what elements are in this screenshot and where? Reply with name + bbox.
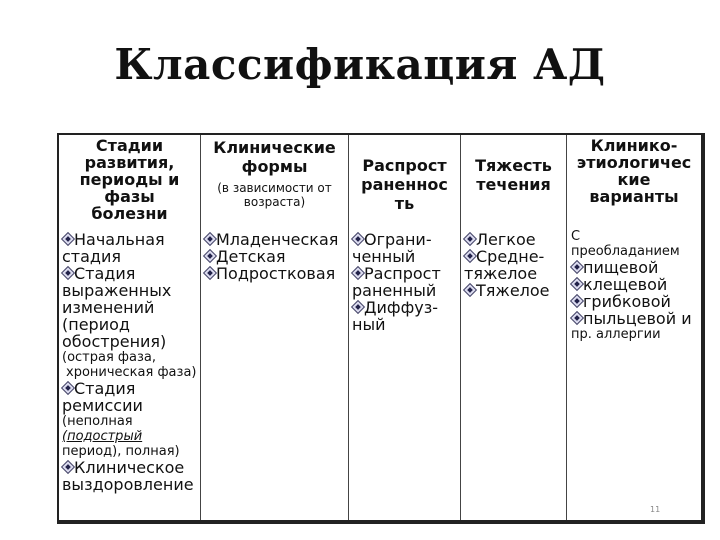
list-item xyxy=(352,316,460,333)
header-line: болезни xyxy=(91,204,168,223)
line-text: Диффуз- xyxy=(364,298,439,317)
diamond-bullet-icon xyxy=(62,267,73,278)
list-item xyxy=(352,248,460,265)
list-item xyxy=(62,476,200,493)
slide-number: 11 xyxy=(650,505,661,514)
note-line xyxy=(62,444,200,459)
list-item xyxy=(62,333,200,350)
column-clinical-forms xyxy=(201,135,349,520)
list-item xyxy=(62,231,200,248)
line-text: Тяжелое xyxy=(476,281,550,300)
header-line: Стадии xyxy=(95,136,164,155)
line-text: ный xyxy=(352,315,386,334)
line-text: стадия xyxy=(62,247,122,266)
diamond-bullet-icon xyxy=(204,250,215,261)
line-text: Стадия xyxy=(74,379,136,398)
note-line xyxy=(62,365,200,380)
line-text: Детская xyxy=(216,247,286,266)
line-text: Клиническое xyxy=(74,458,185,477)
line-text: период), полная) xyxy=(62,444,180,459)
header-line: раненнос xyxy=(361,175,448,194)
line-text: выздоровление xyxy=(62,475,194,494)
column-header xyxy=(59,137,200,222)
line-text: выраженных xyxy=(62,281,172,300)
note-line xyxy=(571,244,701,259)
diamond-bullet-icon xyxy=(571,295,582,306)
list-item xyxy=(571,276,701,293)
column-header xyxy=(349,156,460,213)
line-text: обострения) xyxy=(62,332,167,351)
diamond-bullet-icon xyxy=(204,233,215,244)
list-item xyxy=(352,265,460,282)
line-text: пищевой xyxy=(583,258,659,277)
diamond-bullet-icon xyxy=(464,284,475,295)
diamond-bullet-icon xyxy=(464,233,475,244)
list-item xyxy=(464,231,566,248)
slide-title: Классификация АД xyxy=(114,40,606,89)
header-line: ть xyxy=(394,194,415,213)
classification-table xyxy=(57,133,705,524)
list-item xyxy=(62,248,200,265)
diamond-bullet-icon xyxy=(62,233,73,244)
list-item xyxy=(62,265,200,282)
header-note: (в зависимости от xyxy=(217,181,332,195)
line-text: изменений xyxy=(62,298,155,317)
list-item xyxy=(571,259,701,276)
line-text: Легкое xyxy=(476,230,536,249)
list-item xyxy=(62,397,200,414)
line-text: С xyxy=(571,229,581,244)
line-text: раненный xyxy=(352,281,437,300)
list-item xyxy=(204,248,348,265)
line-text: Распрост xyxy=(364,264,441,283)
list-item xyxy=(62,380,200,397)
line-text: (острая фаза, xyxy=(62,350,157,365)
diamond-bullet-icon xyxy=(352,233,363,244)
list-item xyxy=(62,299,200,316)
diamond-bullet-icon xyxy=(62,382,73,393)
note-line xyxy=(571,327,701,342)
note-line xyxy=(62,350,200,365)
header-line: Тяжесть xyxy=(475,156,552,175)
list-item xyxy=(62,282,200,299)
list-item xyxy=(352,299,460,316)
diamond-bullet-icon xyxy=(571,312,582,323)
line-text: клещевой xyxy=(583,275,668,294)
header-line: развития, xyxy=(84,153,175,172)
line-text: Начальная xyxy=(74,230,165,249)
header-line: варианты xyxy=(589,187,679,206)
list-item xyxy=(571,310,701,327)
column-body xyxy=(464,231,566,299)
header-line: периоды и xyxy=(79,170,180,189)
line-text: ченный xyxy=(352,247,416,266)
line-text: пр. аллергии xyxy=(571,327,661,342)
header-line: Распрост xyxy=(362,156,447,175)
column-severity xyxy=(461,135,567,520)
diamond-bullet-icon xyxy=(204,267,215,278)
column-body xyxy=(204,231,348,282)
note-line xyxy=(571,229,701,244)
header-line: кие xyxy=(617,170,651,189)
line-text: (неполная xyxy=(62,414,133,429)
diamond-bullet-icon xyxy=(352,301,363,312)
line-text: Младенческая xyxy=(216,230,339,249)
column-body xyxy=(352,231,460,333)
list-item xyxy=(352,282,460,299)
list-item xyxy=(464,248,566,265)
line-text: Стадия xyxy=(74,264,136,283)
header-line: течения xyxy=(476,175,551,194)
line-text: преобладанием xyxy=(571,244,680,259)
list-item xyxy=(62,316,200,333)
line-text: Ограни- xyxy=(364,230,432,249)
list-item xyxy=(464,265,566,282)
column-header xyxy=(201,138,348,209)
line-text: ремиссии xyxy=(62,396,143,415)
header-line: Клинические xyxy=(213,138,336,157)
line-text: Подростковая xyxy=(216,264,336,283)
column-body xyxy=(62,231,200,493)
line-text: (подострый xyxy=(62,429,143,444)
header-line: Клинико- xyxy=(590,136,678,155)
diamond-bullet-icon xyxy=(62,461,73,472)
list-item xyxy=(204,231,348,248)
line-text: грибковой xyxy=(583,292,671,311)
line-text: хроническая фаза) xyxy=(66,365,197,380)
line-text: тяжелое xyxy=(464,264,538,283)
line-text: пыльцевой и xyxy=(583,309,692,328)
line-text: Средне- xyxy=(476,247,545,266)
note-line xyxy=(62,414,200,429)
diamond-bullet-icon xyxy=(571,261,582,272)
diamond-bullet-icon xyxy=(571,278,582,289)
list-item xyxy=(62,459,200,476)
diamond-bullet-icon xyxy=(352,267,363,278)
column-header xyxy=(567,137,701,205)
list-item xyxy=(571,293,701,310)
line-text: (период xyxy=(62,315,130,334)
list-item xyxy=(352,231,460,248)
header-line: формы xyxy=(241,157,308,176)
list-item xyxy=(204,265,348,282)
column-stages xyxy=(59,135,201,520)
list-item xyxy=(464,282,566,299)
column-body xyxy=(571,229,701,342)
header-note: возраста) xyxy=(243,195,306,209)
column-prevalence xyxy=(349,135,461,520)
column-header xyxy=(461,156,566,194)
header-line: фазы xyxy=(104,187,155,206)
column-etiology xyxy=(567,135,701,520)
header-line: этиологичес xyxy=(576,153,692,172)
diamond-bullet-icon xyxy=(464,250,475,261)
note-line xyxy=(62,429,200,444)
